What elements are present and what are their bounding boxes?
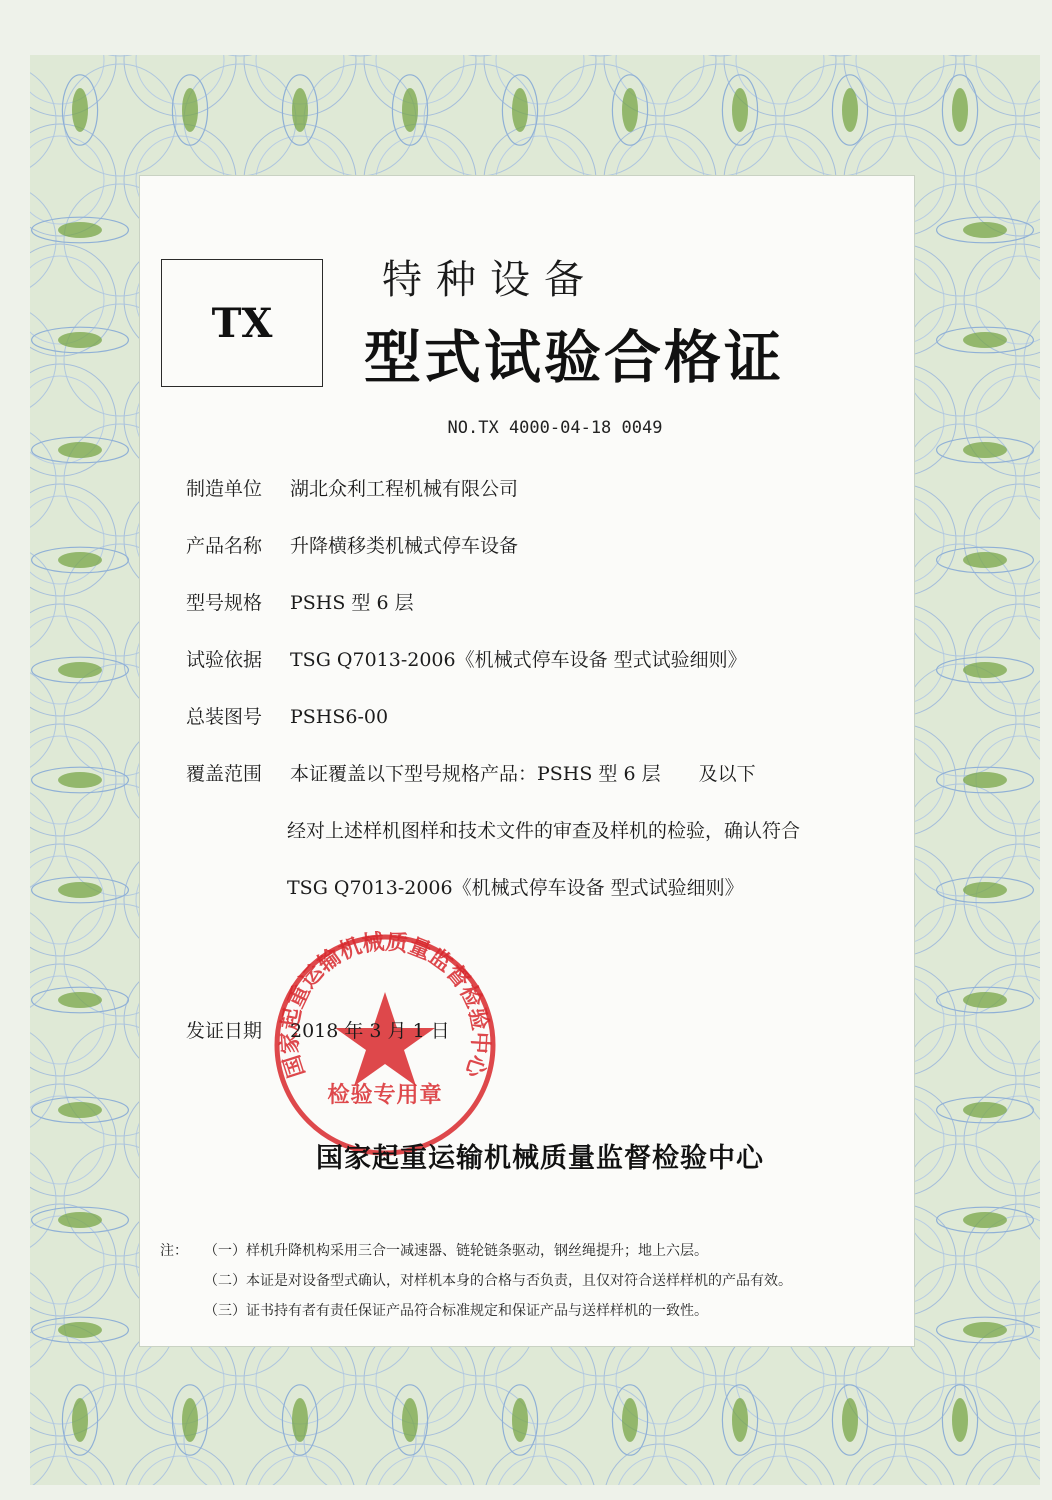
field-drawing-number (186, 702, 388, 729)
leaf-ornament (58, 1102, 102, 1118)
note-item: （三）证书持有者有责任保证产品符合标准规定和保证产品与送样样机的一致性。 (204, 1303, 708, 1319)
leaf-ornament (58, 1212, 102, 1228)
field-value: 升降横移类机械式停车设备 (290, 535, 519, 557)
leaf-ornament (292, 88, 308, 132)
leaf-ornament (58, 332, 102, 348)
field-value: TSG Q7013-2006《机械式停车设备 型式试验细则》 (290, 649, 747, 671)
leaf-ornament (58, 992, 102, 1008)
statement-line-1: 经对上述样机图样和技术文件的审查及样机的检验，确认符合 (287, 820, 801, 842)
field-value: 本证覆盖以下型号规格产品：PSHS 型 6 层 及以下 (290, 763, 756, 785)
leaf-ornament (58, 442, 102, 458)
leaf-ornament (622, 88, 638, 132)
leaf-ornament (622, 1398, 638, 1442)
certificate-title: 型式试验合格证 (364, 325, 784, 391)
leaf-ornament (58, 222, 102, 238)
field-label: 型号规格 (186, 592, 263, 614)
tx-badge: TX (161, 259, 323, 387)
title-line-1: 特种设备 (382, 257, 598, 303)
issuing-authority: 国家起重运输机械质量监督检验中心 (316, 1143, 764, 1174)
note-item: （二）本证是对设备型式确认，对样机本身的合格与否负责，且仅对符合送样样机的产品有效。 (204, 1273, 792, 1289)
leaf-ornament (963, 992, 1007, 1008)
note-item: （一）样机升降机构采用三合一减速器、链轮链条驱动，钢丝绳提升；地上六层。 (204, 1243, 708, 1259)
leaf-ornament (842, 88, 858, 132)
leaf-ornament (963, 552, 1007, 568)
leaf-ornament (963, 332, 1007, 348)
leaf-ornament (512, 88, 528, 132)
leaf-ornament (963, 882, 1007, 898)
leaf-ornament (402, 1398, 418, 1442)
leaf-ornament (58, 1322, 102, 1338)
field-model (186, 588, 414, 615)
leaf-ornament (292, 1398, 308, 1442)
field-label: 产品名称 (186, 535, 263, 557)
leaf-ornament (402, 88, 418, 132)
leaf-ornament (963, 1102, 1007, 1118)
leaf-ornament (963, 772, 1007, 788)
field-label: 总装图号 (186, 706, 263, 728)
field-test-basis (186, 645, 747, 672)
notes-label: 注： (160, 1243, 188, 1259)
leaf-ornament (58, 882, 102, 898)
seal-ring-text: 国家起重运输机械质量监督检验中心 (277, 930, 493, 1081)
leaf-ornament (732, 1398, 748, 1442)
leaf-ornament (72, 88, 88, 132)
leaf-ornament (182, 88, 198, 132)
leaf-ornament (58, 552, 102, 568)
leaf-ornament (952, 1398, 968, 1442)
leaf-ornament (842, 1398, 858, 1442)
leaf-ornament (72, 1398, 88, 1442)
issue-date-value: 2018 年 3 月 1 日 (290, 1020, 450, 1042)
field-manufacturer (186, 474, 518, 501)
issue-date-label: 发证日期 (186, 1020, 263, 1042)
statement-line-2: TSG Q7013-2006《机械式停车设备 型式试验细则》 (287, 877, 744, 899)
leaf-ornament (963, 662, 1007, 678)
official-seal (270, 930, 500, 1160)
leaf-ornament (963, 1322, 1007, 1338)
leaf-ornament (952, 88, 968, 132)
field-label: 制造单位 (186, 478, 263, 500)
issue-date (186, 1016, 450, 1043)
field-value: PSHS6-00 (290, 706, 389, 728)
field-label: 试验依据 (186, 649, 263, 671)
field-coverage (186, 759, 756, 786)
field-value: 湖北众利工程机械有限公司 (290, 478, 519, 500)
field-product-name (186, 531, 518, 558)
field-value: PSHS 型 6 层 (290, 592, 414, 614)
seal-center-text: 检验专用章 (327, 1083, 443, 1108)
leaf-ornament (963, 222, 1007, 238)
leaf-ornament (963, 1212, 1007, 1228)
leaf-ornament (963, 442, 1007, 458)
field-label: 覆盖范围 (186, 763, 263, 785)
leaf-ornament (182, 1398, 198, 1442)
leaf-ornament (58, 772, 102, 788)
certificate-number: NO.TX 4000-04-18 0049 (447, 418, 663, 438)
leaf-ornament (732, 88, 748, 132)
leaf-ornament (58, 662, 102, 678)
leaf-ornament (512, 1398, 528, 1442)
